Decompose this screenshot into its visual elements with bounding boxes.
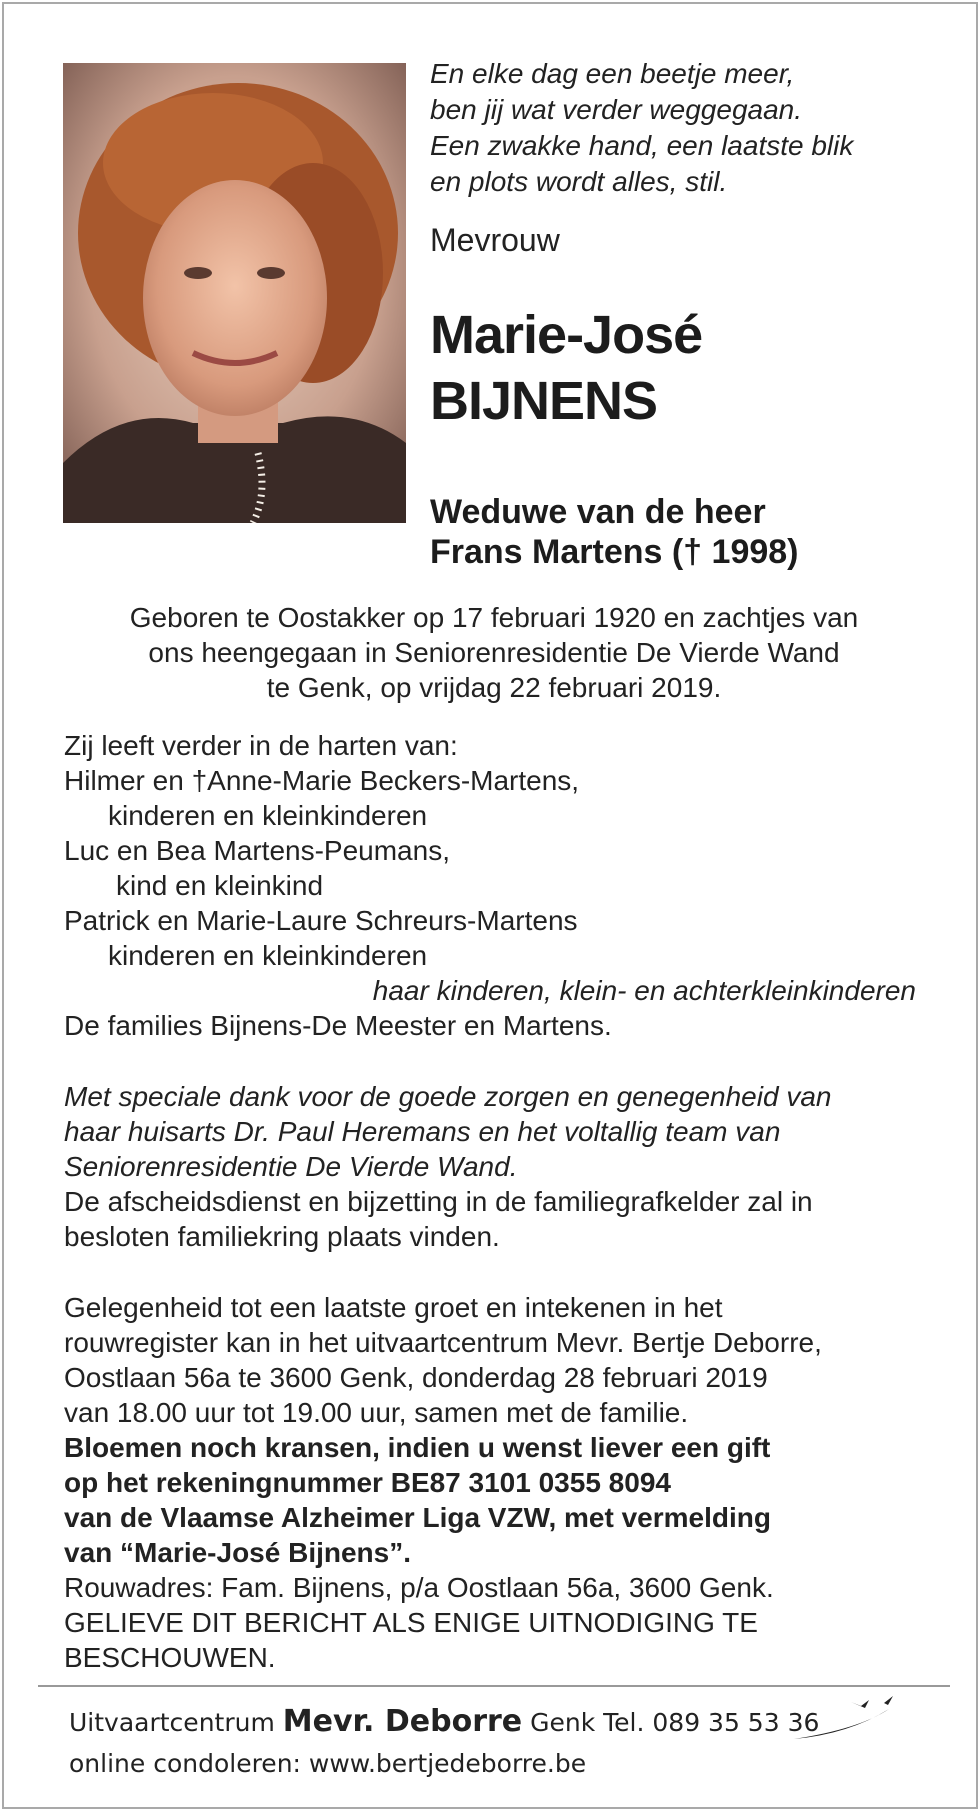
born-line: te Genk, op vrijdag 22 februari 2019.: [266, 672, 722, 703]
last-name: BIJNENS: [430, 371, 658, 431]
family-list: [64, 728, 916, 1043]
honorific: Mevrouw: [430, 222, 560, 258]
portrait-photo: [63, 63, 406, 523]
born-line: ons heengegaan in Seniorenresidentie De Vierde Wand: [148, 637, 840, 668]
bird-logo-icon: [789, 1694, 924, 1744]
funeral-home-city: Genk: [530, 1708, 596, 1737]
service-line: besloten familiekring plaats vinden.: [64, 1221, 500, 1252]
online-condolences[interactable]: online condoleren: www.bertjedeborre.be: [69, 1749, 587, 1778]
family-sub: kind en kleinkind: [116, 870, 324, 901]
family-member: Hilmer en †Anne-Marie Beckers-Martens,: [64, 765, 580, 796]
born-line: Geboren te Oostakker op 17 februari 1920 en zachtjes van: [129, 602, 859, 633]
notice-line: BESCHOUWEN.: [64, 1642, 276, 1673]
flowers-line: op het rekeningnummer BE87 3101 0355 8094: [64, 1467, 671, 1498]
poem-line: En elke dag een beetje meer,: [430, 58, 795, 89]
thanks-line: Met speciale dank voor de goede zorgen en genegenheid van: [64, 1081, 832, 1112]
mourning-address: Rouwadres: Fam. Bijnens, p/a Oostlaan 56a, 3600 Genk.: [64, 1572, 774, 1603]
family-member: Patrick en Marie-Laure Schreurs-Martens: [64, 905, 578, 936]
funeral-home-line: [69, 1704, 819, 1739]
thanks-line: haar huisarts Dr. Paul Heremans en het voltallig team van: [64, 1116, 781, 1147]
family-intro: Zij leeft verder in de harten van:: [64, 730, 458, 761]
family-member: Luc en Bea Martens-Peumans,: [64, 835, 450, 866]
widow-of: [430, 492, 799, 572]
visit-line: Oostlaan 56a te 3600 Genk, donderdag 28 februari 2019: [64, 1362, 768, 1393]
funeral-home-phone[interactable]: Tel. 089 35 53 36: [603, 1708, 820, 1737]
poem-line: en plots wordt alles, stil.: [430, 166, 728, 197]
visit-line: van 18.00 uur tot 19.00 uur, samen met de familie.: [64, 1397, 689, 1428]
grandchildren: haar kinderen, klein- en achterkleinkinderen: [372, 975, 916, 1006]
thanks-block: [64, 1079, 831, 1254]
widow-line: Weduwe van de heer: [430, 493, 766, 531]
notice-line: GELIEVE DIT BERICHT ALS ENIGE UITNODIGING TE: [64, 1607, 758, 1638]
thanks-line: Seniorenresidentie De Vierde Wand.: [64, 1151, 518, 1182]
deceased-name: [430, 302, 702, 434]
family-sub: kinderen en kleinkinderen: [108, 800, 428, 831]
divider: [38, 1685, 950, 1687]
flowers-line: Bloemen noch kransen, indien u wenst liever een gift: [64, 1432, 771, 1463]
first-name: Marie-José: [430, 305, 703, 365]
poem: [430, 56, 950, 200]
visit-line: rouwregister kan in het uitvaartcentrum Mevr. Bertje Deborre,: [64, 1327, 822, 1358]
birth-death-info: [64, 600, 924, 705]
widow-line: Frans Martens († 1998): [430, 533, 799, 571]
family-sub: kinderen en kleinkinderen: [108, 940, 428, 971]
poem-line: Een zwakke hand, een laatste blik: [430, 130, 854, 161]
portrait-illustration: [63, 63, 406, 523]
families: De families Bijnens-De Meester en Martens.: [64, 1010, 612, 1041]
flowers-line: van “Marie-José Bijnens”.: [64, 1537, 412, 1568]
poem-line: ben jij wat verder weggegaan.: [430, 94, 803, 125]
obituary-card: [2, 2, 978, 1809]
service-line: De afscheidsdienst en bijzetting in de familiegrafkelder zal in: [64, 1186, 813, 1217]
visit-block: [64, 1290, 822, 1675]
funeral-home-name: Mevr. Deborre: [282, 1704, 523, 1739]
visit-line: Gelegenheid tot een laatste groet en intekenen in het: [64, 1292, 723, 1323]
flowers-line: van de Vlaamse Alzheimer Liga VZW, met vermelding: [64, 1502, 771, 1533]
funeral-home-label: Uitvaartcentrum: [69, 1708, 275, 1737]
